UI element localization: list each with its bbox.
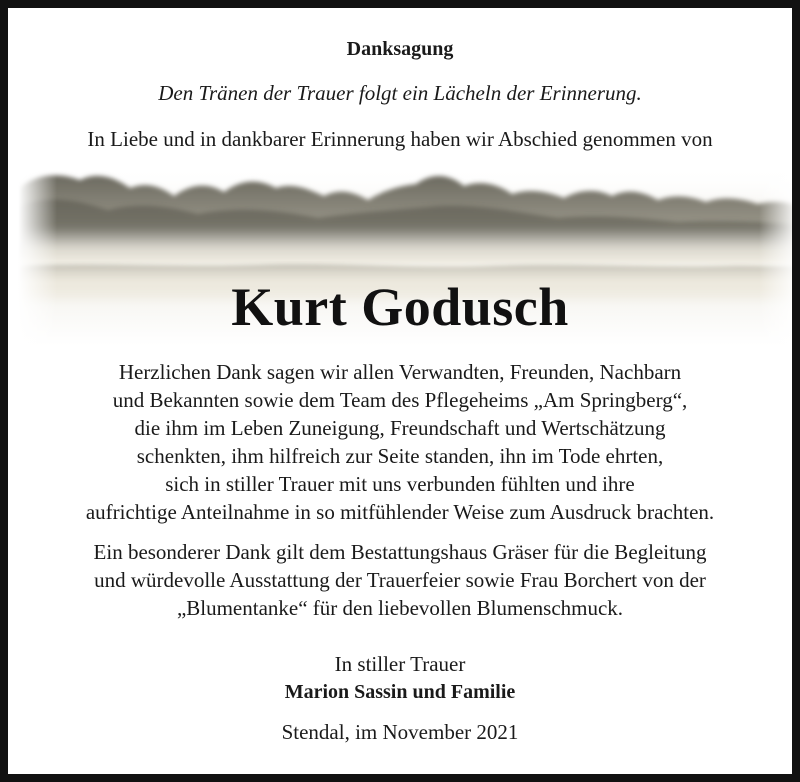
thanks-line-6: aufrichtige Anteilnahme in so mitfühlender Weise zum Ausdruck brachten. bbox=[85, 500, 715, 524]
notice-heading: Danksagung bbox=[346, 38, 454, 60]
thanks-line-4: schenkten, ihm hilfreich zur Seite standen, ihn im Tode ehrten, bbox=[136, 444, 664, 468]
motto: Den Tränen der Trauer folgt ein Lächeln der Erinnerung. bbox=[158, 81, 642, 105]
thanks-line-2: und Bekannten sowie dem Team des Pflegeheims „Am Springberg“, bbox=[112, 388, 688, 412]
special-thanks-line-2: und würdevolle Ausstattung der Trauerfeier sowie Frau Borchert von der bbox=[94, 568, 706, 592]
deceased-name: Kurt Godusch bbox=[231, 277, 569, 337]
thanks-line-3: die ihm im Leben Zuneigung, Freundschaft und Wertschätzung bbox=[134, 416, 666, 440]
thanks-line-1: Herzlichen Dank sagen wir allen Verwandten, Freunden, Nachbarn bbox=[118, 360, 682, 384]
special-thanks-line-3: „Blumentanke“ für den liebevollen Blumenschmuck. bbox=[176, 596, 624, 620]
mourning-phrase: In stiller Trauer bbox=[334, 652, 466, 676]
intro-text: In Liebe und in dankbarer Erinnerung haben wir Abschied genommen von bbox=[87, 127, 713, 151]
place-and-date: Stendal, im November 2021 bbox=[281, 720, 519, 744]
special-thanks-line-1: Ein besonderer Dank gilt dem Bestattungshaus Gräser für die Begleitung bbox=[93, 540, 707, 564]
signer-name: Marion Sassin und Familie bbox=[284, 681, 516, 703]
thanks-line-5: sich in stiller Trauer mit uns verbunden fühlten und ihre bbox=[165, 472, 635, 496]
